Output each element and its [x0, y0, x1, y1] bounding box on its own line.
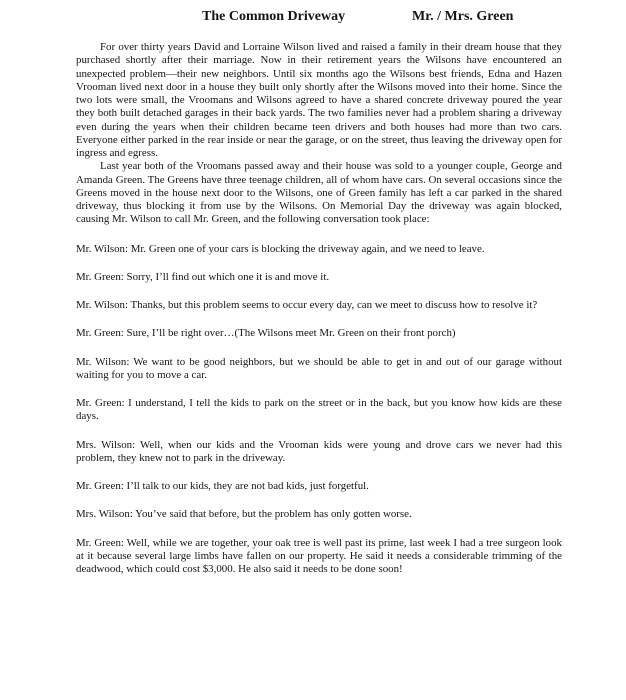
dialogue-line: Mr. Wilson: We want to be good neighbors, but we should be able to get in and out of our garage without waiting for you to move a car.	[76, 355, 562, 381]
conversation	[76, 243, 562, 577]
dialogue-line: Mr. Wilson: Mr. Green one of your cars is blocking the driveway again, and we need to leave.	[76, 242, 485, 255]
paragraph-background: For over thirty years David and Lorraine Wilson lived and raised a family in their dream house that they purchased shortly after their marriage. Now in their retirement years the Wilsons have encountered an unexpected problem—their new neighbors. Until six months ago the Wilsons best friends, Edna and Hazen Vrooman lived next door in a house they built only shortly after the Wilsons moved into their home. Since the two lots were small, the Vroomans and Wilsons agreed to have a shared concrete driveway poured the year they both built detached garages in their back yards. The two families never had a problem sharing a driveway even during the years when their children became teen drivers and both houses had more than two cars. Everyone either parked in the rear inside or near the garage, or on the street, thus leaving the driveway open for ingress and egress.	[76, 41, 562, 159]
dialogue-line: Mr. Wilson: Thanks, but this problem seems to occur every day, can we meet to discuss how to resolve it?	[76, 299, 538, 311]
document-body	[76, 41, 562, 591]
document-header	[0, 9, 626, 29]
dialogue-line: Mrs. Wilson: You’ve said that before, but the problem has only gotten worse.	[76, 508, 412, 521]
paragraph-situation: Last year both of the Vroomans passed away and their house was sold to a younger couple, George and Amanda Green. The Greens have three teenage children, all of whom have cars. On several occasions since the Greens moved in the house next door to the Wilsons, one of Green family has left a car parked in the shared driveway, thus blocking it from use by the Wilsons. On Memorial Day the driveway was again blocked, causing Mr. Wilson to call Mr. Green, and the following conversation took place:	[76, 160, 562, 226]
dialogue-line: Mr. Green: Well, while we are together, your oak tree is well past its prime, last week I had a tree surgeon look at it because several large limbs have fallen on our property. He said it needs a considerable trimming of the deadwood, which could cost $3,000. He also said it needs to be done soon!	[76, 536, 562, 575]
dialogue-line: Mr. Green: Sure, I’ll be right over…(The Wilsons meet Mr. Green on their front porch)	[76, 327, 456, 340]
role-label: Mr. / Mrs. Green	[412, 9, 514, 24]
dialogue-line: Mrs. Wilson: Well, when our kids and the Vrooman kids were young and drove cars we never had this problem, they knew not to park in the driveway.	[76, 438, 562, 464]
dialogue-line: Mr. Green: Sorry, I’ll find out which one it is and move it.	[76, 270, 330, 283]
dialogue-line: Mr. Green: I’ll talk to our kids, they are not bad kids, just forgetful.	[76, 480, 369, 492]
document-title: The Common Driveway	[202, 9, 346, 24]
dialogue-line: Mr. Green: I understand, I tell the kids to park on the street or in the back, but you know how kids are these days.	[76, 397, 562, 423]
